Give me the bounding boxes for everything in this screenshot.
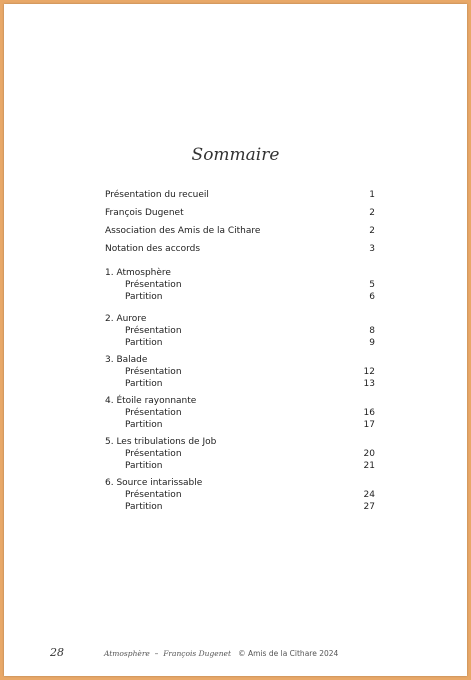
toc-section-heading[interactable]: [105, 313, 375, 325]
subentry-page: 9: [369, 338, 375, 348]
toc-entry-page: 3: [369, 244, 375, 254]
toc-subentry[interactable]: [105, 460, 375, 472]
toc-subentry[interactable]: [105, 337, 375, 349]
toc-entry-label: François Dugenet: [105, 208, 184, 218]
toc-entry[interactable]: [105, 225, 375, 237]
subentry-label: Partition: [125, 502, 163, 512]
section-title: 4. Étoile rayonnante: [105, 396, 197, 406]
subentry-page: 8: [369, 326, 375, 336]
toc-entry[interactable]: [105, 243, 375, 255]
page-footer: [50, 646, 447, 659]
subentry-label: Présentation: [125, 367, 182, 377]
section-title: 5. Les tribulations de Job: [105, 437, 217, 447]
toc-subentry[interactable]: [105, 489, 375, 501]
subentry-page: 5: [369, 280, 375, 290]
toc-entry-page: 1: [369, 190, 375, 200]
toc-subentry[interactable]: [105, 325, 375, 337]
toc-section-heading[interactable]: [105, 395, 375, 407]
footer-copyright: © Amis de la Cithare 2024: [238, 649, 339, 658]
footer-piece: Atmosphère: [104, 649, 150, 658]
table-of-contents: [105, 189, 375, 513]
toc-entry-label: Notation des accords: [105, 244, 201, 254]
toc-entry-page: 2: [369, 208, 375, 218]
toc-section-heading[interactable]: [105, 267, 375, 279]
subentry-label: Partition: [125, 338, 163, 348]
subentry-page: 6: [369, 292, 375, 302]
toc-subentry[interactable]: [105, 366, 375, 378]
toc-subentry[interactable]: [105, 279, 375, 291]
toc-entry-page: 2: [369, 226, 375, 236]
subentry-page: 16: [363, 408, 375, 418]
footer-separator: –: [154, 649, 159, 658]
subentry-page: 24: [363, 490, 375, 500]
toc-subentry[interactable]: [105, 419, 375, 431]
page-title: Sommaire: [191, 145, 280, 165]
subentry-page: 12: [363, 367, 375, 377]
subentry-page: 13: [363, 379, 375, 389]
page-number: 28: [50, 646, 64, 659]
subentry-page: 27: [363, 502, 375, 512]
toc-section-heading[interactable]: [105, 436, 375, 448]
toc-section-heading[interactable]: [105, 354, 375, 366]
footer-author: François Dugenet: [163, 649, 231, 658]
subentry-label: Partition: [125, 461, 163, 471]
subentry-label: Présentation: [125, 490, 182, 500]
subentry-label: Présentation: [125, 449, 182, 459]
toc-subentry[interactable]: [105, 448, 375, 460]
subentry-label: Présentation: [125, 326, 182, 336]
subentry-label: Présentation: [125, 408, 182, 418]
subentry-label: Partition: [125, 420, 163, 430]
section-title: 1. Atmosphère: [105, 268, 171, 278]
section-title: 2. Aurore: [105, 314, 147, 324]
toc-entry[interactable]: [105, 189, 375, 201]
subentry-page: 17: [363, 420, 375, 430]
subentry-label: Présentation: [125, 280, 182, 290]
toc-entry[interactable]: [105, 207, 375, 219]
toc-subentry[interactable]: [105, 291, 375, 303]
toc-subentry[interactable]: [105, 501, 375, 513]
toc-entry-label: Présentation du recueil: [105, 190, 209, 200]
subentry-page: 20: [363, 449, 375, 459]
section-title: 6. Source intarissable: [105, 478, 203, 488]
toc-section-heading[interactable]: [105, 477, 375, 489]
subentry-page: 21: [363, 461, 375, 471]
toc-entry-label: Association des Amis de la Cithare: [105, 226, 261, 236]
section-title: 3. Balade: [105, 355, 148, 365]
toc-subentry[interactable]: [105, 378, 375, 390]
toc-subentry[interactable]: [105, 407, 375, 419]
subentry-label: Partition: [125, 379, 163, 389]
document-page: [4, 4, 467, 676]
subentry-label: Partition: [125, 292, 163, 302]
